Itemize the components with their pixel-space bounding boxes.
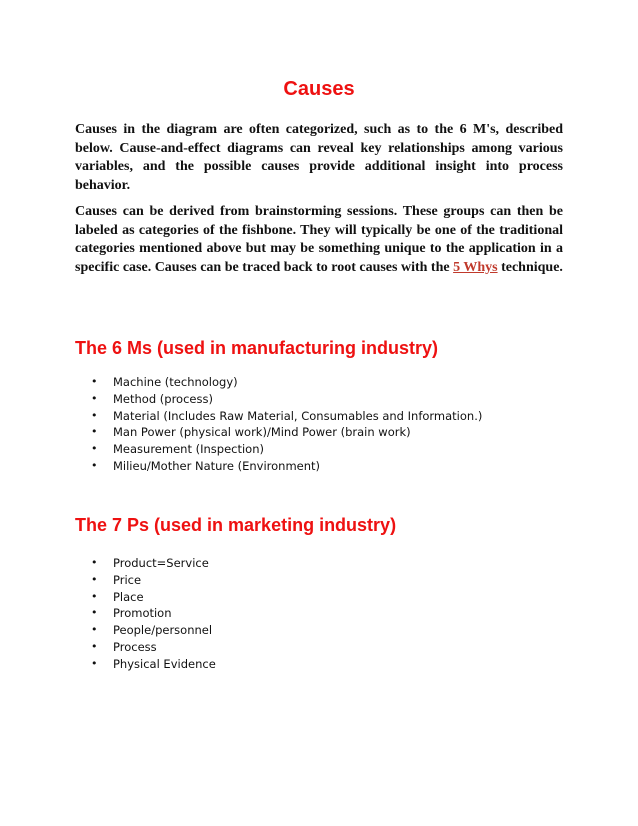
bullet-icon: • xyxy=(91,656,98,670)
list-item xyxy=(91,622,216,639)
bullet-icon: • xyxy=(91,623,98,637)
bullet-icon: • xyxy=(91,572,98,586)
list-item xyxy=(91,589,216,606)
bullet-icon: • xyxy=(91,589,98,603)
list-item-label: Process xyxy=(113,639,157,654)
paragraph-text-after: technique. xyxy=(497,259,563,275)
brainstorm-paragraph xyxy=(75,203,563,277)
list-item xyxy=(91,639,216,656)
list-item-label: Product=Service xyxy=(113,556,209,570)
five-whys-link[interactable]: 5 Whys xyxy=(453,259,498,275)
list-item-label: People/personnel xyxy=(113,623,213,638)
paragraph-text-before: Causes can be derived from brainstorming sessions. These groups can then be labeled as categories of the fishbone. They will typically be one of the traditional categories mentioned above but may be something unique to the application in a specific case. Causes can be traced back to root causes with the xyxy=(75,204,563,275)
bullet-icon: • xyxy=(91,375,98,388)
list-6ms xyxy=(91,374,482,475)
bullet-icon: • xyxy=(91,556,98,569)
list-item-label: Place xyxy=(113,589,144,604)
list-item-label: Milieu/Mother Nature (Environment) xyxy=(113,458,321,473)
list-item xyxy=(91,656,216,673)
list-item xyxy=(91,374,482,391)
list-item-label: Machine (technology) xyxy=(113,375,238,389)
list-item xyxy=(91,555,216,572)
list-item xyxy=(91,408,482,425)
bullet-icon: • xyxy=(91,442,98,456)
bullet-icon: • xyxy=(91,458,98,472)
list-item xyxy=(91,391,482,408)
bullet-icon: • xyxy=(91,606,98,620)
list-item-label: Physical Evidence xyxy=(113,656,216,671)
list-7ps xyxy=(91,555,216,673)
bullet-icon: • xyxy=(91,408,98,422)
section-heading-6ms: The 6 Ms (used in manufacturing industry) xyxy=(75,338,439,358)
bullet-icon: • xyxy=(91,425,98,439)
list-item xyxy=(91,458,482,475)
page-title: Causes xyxy=(283,78,355,100)
list-item-label: Material (Includes Raw Material, Consumables and Information.) xyxy=(113,408,483,423)
list-item xyxy=(91,572,216,589)
list-item xyxy=(91,441,482,458)
section-heading-7ps: The 7 Ps (used in marketing industry) xyxy=(75,515,397,535)
intro-paragraph: Causes in the diagram are often categorized, such as to the 6 M's, described below. Cause-and-effect diagrams can reveal key relationships among various variables, and the possible causes provide additional insight into process behavior. xyxy=(75,122,563,193)
list-item-label: Method (process) xyxy=(113,391,213,406)
list-item-label: Promotion xyxy=(113,606,172,621)
list-item xyxy=(91,605,216,622)
bullet-icon: • xyxy=(91,639,98,653)
list-item-label: Price xyxy=(113,572,142,587)
list-item-label: Measurement (Inspection) xyxy=(113,442,264,457)
list-item-label: Man Power (physical work)/Mind Power (brain work) xyxy=(113,425,411,440)
bullet-icon: • xyxy=(91,391,98,405)
list-item xyxy=(91,424,482,441)
